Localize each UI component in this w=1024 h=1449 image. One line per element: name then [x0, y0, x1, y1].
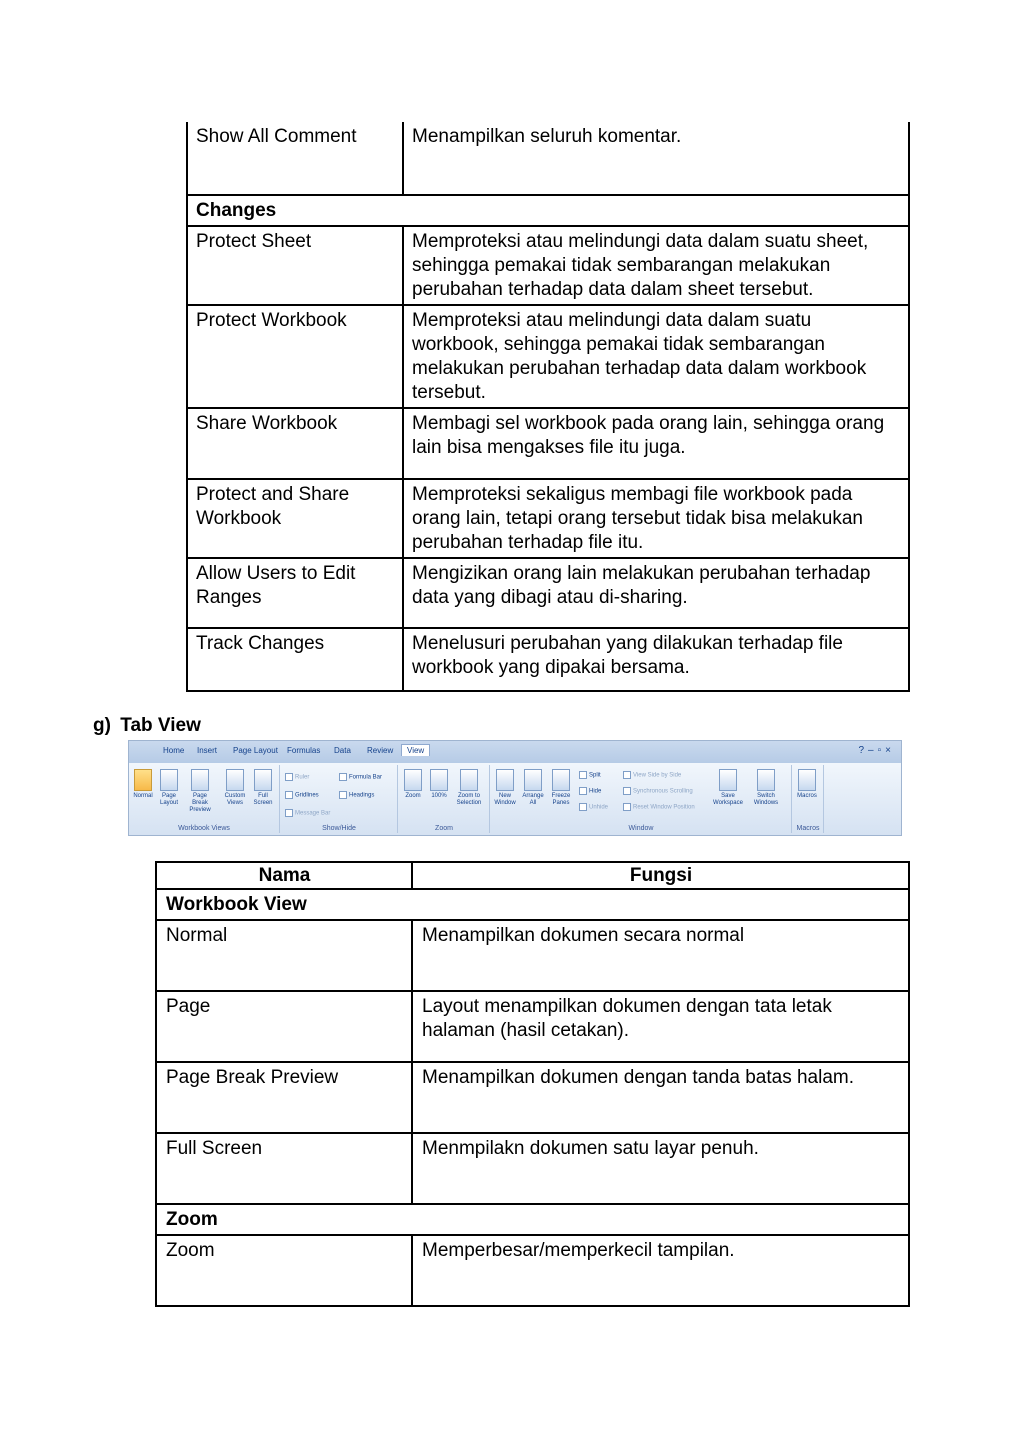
unhide-button[interactable]: Unhide: [579, 803, 608, 811]
cell-name: Full Screen: [156, 1133, 412, 1204]
switch-windows-button[interactable]: Switch Windows: [749, 769, 783, 807]
custom-views-icon: [226, 769, 244, 791]
zoom-icon: [404, 769, 422, 791]
table-row: [187, 628, 909, 691]
zoom-100-icon: [430, 769, 448, 791]
section-row: [187, 195, 909, 226]
group-label: Window: [628, 825, 654, 832]
section-changes: Changes: [187, 195, 909, 226]
cell-name: Share Workbook: [187, 408, 403, 479]
table-row: [187, 408, 909, 479]
section-row: [156, 1204, 909, 1235]
save-workspace-icon: [719, 769, 737, 791]
tab-formulas[interactable]: Formulas: [287, 746, 321, 755]
cell-desc: Mengizikan orang lain melakukan perubahan terhadap data yang dibagi atau di-sharing.: [403, 558, 909, 628]
group-window: [491, 765, 792, 833]
tab-insert[interactable]: Insert: [197, 746, 218, 755]
cell-name: Protect and Share Workbook: [187, 479, 403, 558]
heading-title: Tab View: [120, 715, 201, 736]
group-zoom: [399, 765, 490, 833]
gridlines-checkbox[interactable]: Gridlines: [285, 791, 319, 799]
header-fungsi: Fungsi: [412, 862, 909, 889]
full-screen-button[interactable]: Full Screen: [251, 769, 275, 807]
section-row: [156, 889, 909, 920]
page-layout-icon: [160, 769, 178, 791]
zoom-100-button[interactable]: 100%: [427, 769, 451, 800]
switch-windows-icon: [757, 769, 775, 791]
cell-desc: Memproteksi atau melindungi data dalam suatu workbook, sehingga pemakai tidak sembarangan melakukan perubahan terhadap data dalam workbook tersebut.: [403, 305, 909, 408]
cell-name: Protect Workbook: [187, 305, 403, 408]
synchronous-scrolling-button[interactable]: Synchronous Scrolling: [623, 787, 693, 795]
cell-name: Page: [156, 991, 412, 1062]
cell-name: Zoom: [156, 1235, 412, 1306]
zoom-button[interactable]: Zoom: [401, 769, 425, 800]
heading-label: g): [93, 715, 111, 736]
ruler-checkbox[interactable]: Ruler: [285, 773, 309, 781]
group-macros: [793, 765, 824, 833]
excel-ribbon-view-tab: [128, 740, 902, 836]
table-row: [187, 226, 909, 305]
minimize-icon[interactable]: –: [868, 745, 878, 756]
tab-page-layout[interactable]: Page Layout: [233, 746, 278, 755]
reset-window-position-button[interactable]: Reset Window Position: [623, 803, 695, 811]
table-row: [156, 1062, 909, 1133]
table-row: [187, 479, 909, 558]
formula-bar-checkbox[interactable]: Formula Bar: [339, 773, 382, 781]
close-icon[interactable]: ×: [885, 745, 895, 756]
help-icon[interactable]: ?: [858, 745, 869, 756]
tab-review[interactable]: Review: [367, 746, 394, 755]
section-zoom: Zoom: [156, 1204, 909, 1235]
cell-name: Page Break Preview: [156, 1062, 412, 1133]
zoom-to-selection-button[interactable]: Zoom to Selection: [453, 769, 485, 807]
macros-button[interactable]: Macros: [795, 769, 819, 800]
cell-name: Normal: [156, 920, 412, 991]
custom-views-button[interactable]: Custom Views: [223, 769, 247, 807]
group-label: Show/Hide: [322, 825, 356, 832]
full-screen-icon: [254, 769, 272, 791]
table-row: [156, 1235, 909, 1306]
table-row: [156, 1133, 909, 1204]
cell-desc: Memproteksi sekaligus membagi file workbook pada orang lain, tetapi orang tersebut tidak bisa melakukan perubahan terhadap file itu.: [403, 479, 909, 558]
page-break-icon: [191, 769, 209, 791]
new-window-icon: [496, 769, 514, 791]
section-heading: [93, 715, 201, 737]
split-button[interactable]: Split: [579, 771, 601, 779]
message-bar-checkbox[interactable]: Message Bar: [285, 809, 330, 817]
cell-desc: Menampilkan seluruh komentar.: [403, 122, 909, 195]
macros-icon: [798, 769, 816, 791]
window-controls[interactable]: [858, 745, 895, 756]
group-workbook-views: [129, 765, 280, 833]
cell-desc: Memperbesar/memperkecil tampilan.: [412, 1235, 909, 1306]
group-show-hide: [281, 765, 398, 833]
group-label: Zoom: [435, 825, 453, 832]
header-row: [156, 862, 909, 889]
cell-desc: Membagi sel workbook pada orang lain, sehingga orang lain bisa mengakses file itu juga.: [403, 408, 909, 479]
arrange-all-icon: [524, 769, 542, 791]
view-side-by-side-button[interactable]: View Side by Side: [623, 771, 681, 779]
normal-view-button[interactable]: Normal: [131, 769, 155, 800]
tab-home[interactable]: Home: [163, 746, 185, 755]
section-workbook-view: Workbook View: [156, 889, 909, 920]
save-workspace-button[interactable]: Save Workspace: [711, 769, 745, 807]
cell-desc: Menampilkan dokumen dengan tanda batas halam.: [412, 1062, 909, 1133]
table-row: [187, 122, 909, 195]
restore-icon[interactable]: ▫: [877, 745, 886, 756]
cell-desc: Layout menampilkan dokumen dengan tata letak halaman (hasil cetakan).: [412, 991, 909, 1062]
ribbon-tab-bar: [129, 741, 901, 763]
table-row: [187, 305, 909, 408]
table-row: [156, 920, 909, 991]
view-tab-table: [155, 861, 910, 1307]
cell-desc: Menmpilakn dokumen satu layar penuh.: [412, 1133, 909, 1204]
group-label: Workbook Views: [178, 825, 230, 832]
freeze-panes-icon: [552, 769, 570, 791]
header-nama: Nama: [156, 862, 412, 889]
page-layout-button[interactable]: Page Layout: [157, 769, 181, 807]
headings-checkbox[interactable]: Headings: [339, 791, 374, 799]
page-break-preview-button[interactable]: Page Break Preview: [185, 769, 215, 814]
arrange-all-button[interactable]: Arrange All: [521, 769, 545, 807]
zoom-selection-icon: [460, 769, 478, 791]
hide-button[interactable]: Hide: [579, 787, 601, 795]
cell-name: Track Changes: [187, 628, 403, 691]
table-row: [156, 991, 909, 1062]
tab-data[interactable]: Data: [334, 746, 351, 755]
normal-view-icon: [134, 769, 152, 791]
cell-name: Show All Comment: [187, 122, 403, 195]
cell-desc: Menampilkan dokumen secara normal: [412, 920, 909, 991]
group-label: Macros: [796, 825, 820, 832]
changes-table: [186, 122, 910, 692]
cell-name: Allow Users to Edit Ranges: [187, 558, 403, 628]
cell-name: Protect Sheet: [187, 226, 403, 305]
cell-desc: Menelusuri perubahan yang dilakukan terhadap file workbook yang dipakai bersama.: [403, 628, 909, 691]
cell-desc: Memproteksi atau melindungi data dalam suatu sheet, sehingga pemakai tidak sembarangan melakukan perubahan terhadap data dalam sheet tersebut.: [403, 226, 909, 305]
freeze-panes-button[interactable]: Freeze Panes: [549, 769, 573, 807]
ribbon-body: [129, 763, 901, 835]
table-row: [187, 558, 909, 628]
tab-view[interactable]: View: [401, 744, 430, 756]
new-window-button[interactable]: New Window: [493, 769, 517, 807]
